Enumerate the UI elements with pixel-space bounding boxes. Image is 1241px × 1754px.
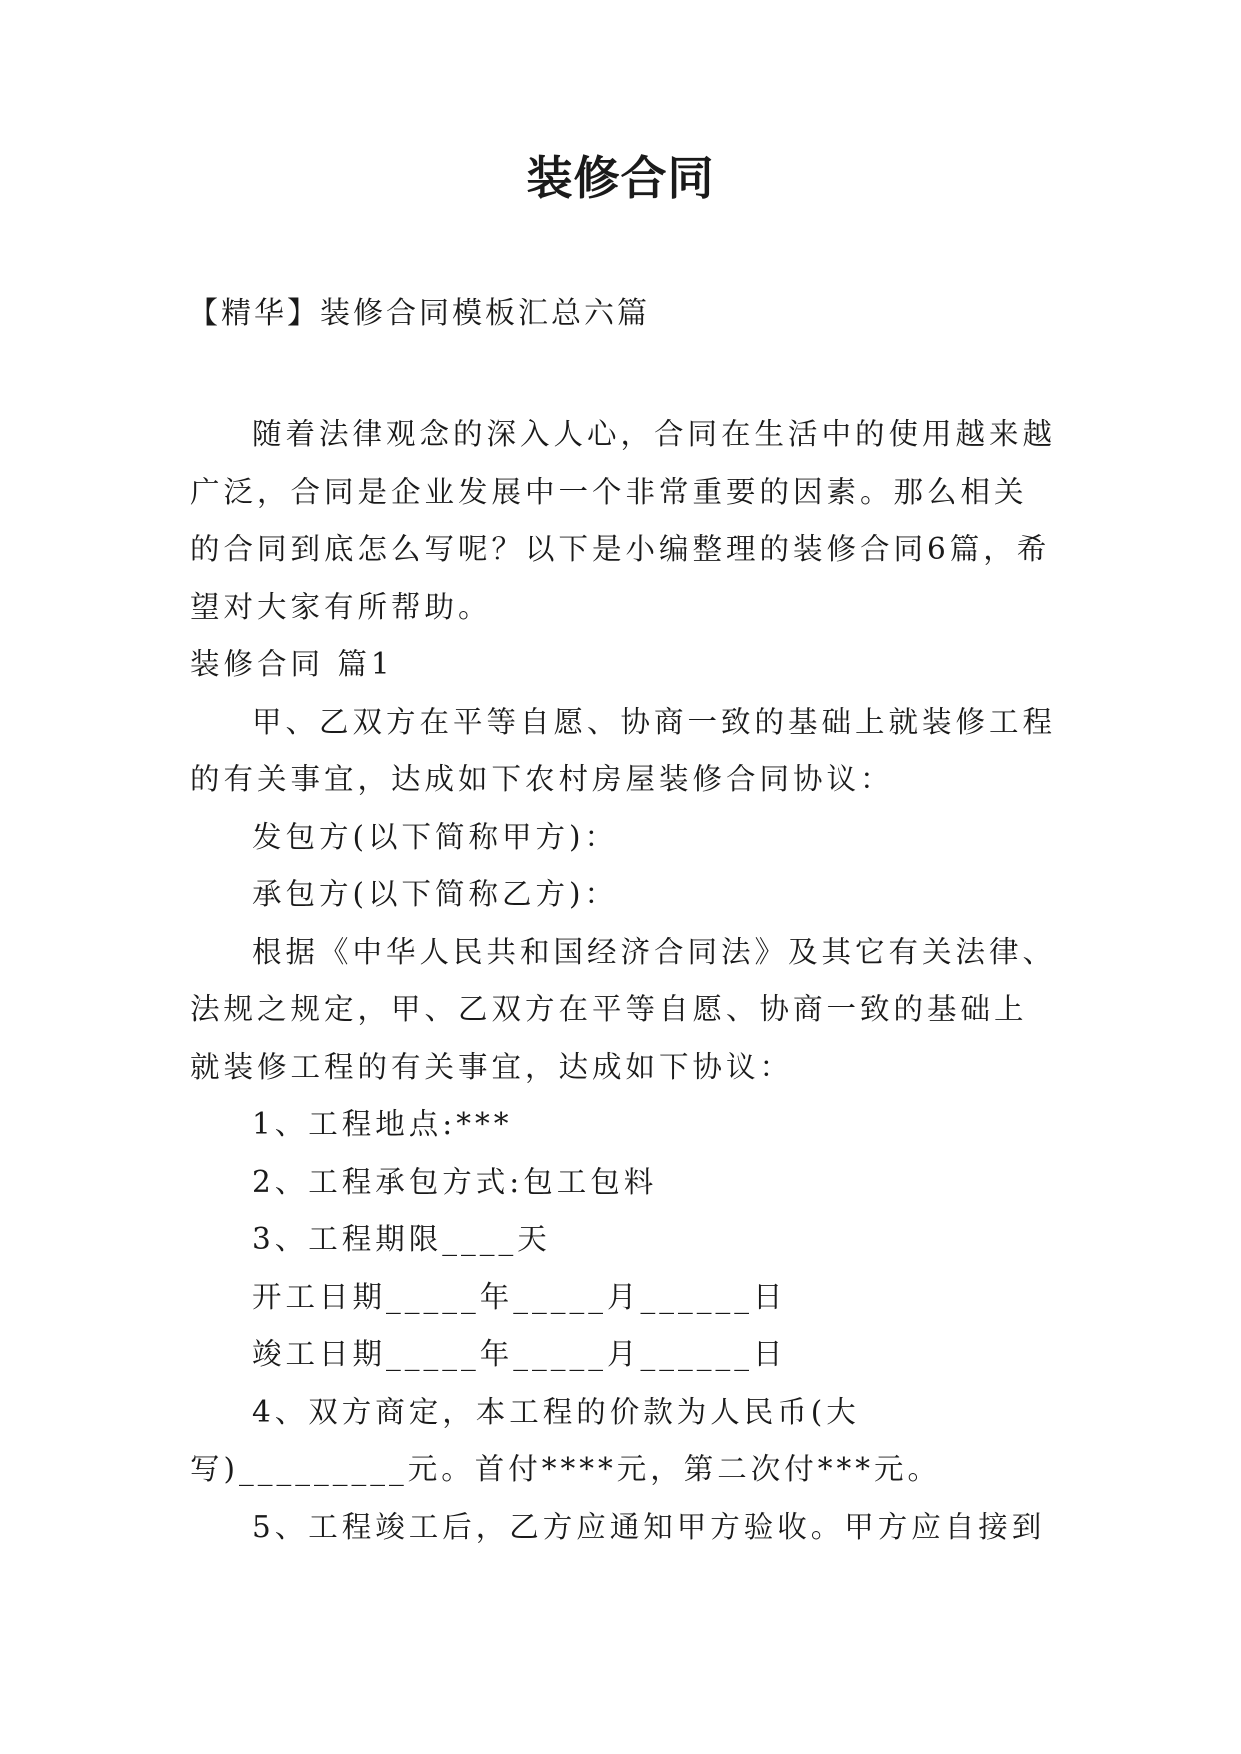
intro-paragraph: 随着法律观念的深入人心，合同在生活中的使用越来越广泛，合同是企业发展中一个非常重要的因素。那么相关的合同到底怎么写呢？以下是小编整理的装修合同6篇，希望对大家有所帮助。: [190, 417, 1057, 624]
clause-item: 4、双方商定，本工程的价款为人民币(大写)_________元。首付****元，第二次付***元。: [190, 1394, 942, 1486]
clause-item: 2、工程承包方式:包工包料: [252, 1164, 658, 1199]
party-b-line: 承包方(以下简称乙方)：: [252, 877, 619, 911]
clause-item: 1、工程地点:***: [252, 1107, 513, 1141]
section-heading: 装修合同 篇1: [190, 647, 394, 681]
clause-item: 5、工程竣工后，乙方应通知甲方验收。甲方应自接到: [252, 1509, 1046, 1544]
clause-item: 3、工程期限____天: [252, 1222, 551, 1256]
body-paragraph: 甲、乙双方在平等自愿、协商一致的基础上就装修工程的有关事宜，达成如下农村房屋装修合同协议：: [190, 704, 1057, 796]
start-date-line: 开工日期_____年_____月______日: [252, 1279, 787, 1314]
end-date-line: 竣工日期_____年_____月______日: [252, 1337, 787, 1371]
body-paragraph: 根据《中华人民共和国经济合同法》及其它有关法律、法规之规定，甲、乙双方在平等自愿、协商一致的基础上就装修工程的有关事宜，达成如下协议：: [190, 934, 1057, 1084]
document-body: [190, 406, 1060, 1556]
party-a-line: 发包方(以下简称甲方)：: [252, 819, 619, 854]
document-title: 装修合同: [526, 151, 715, 205]
document-subtitle: 【精华】装修合同模板汇总六篇: [188, 296, 650, 331]
